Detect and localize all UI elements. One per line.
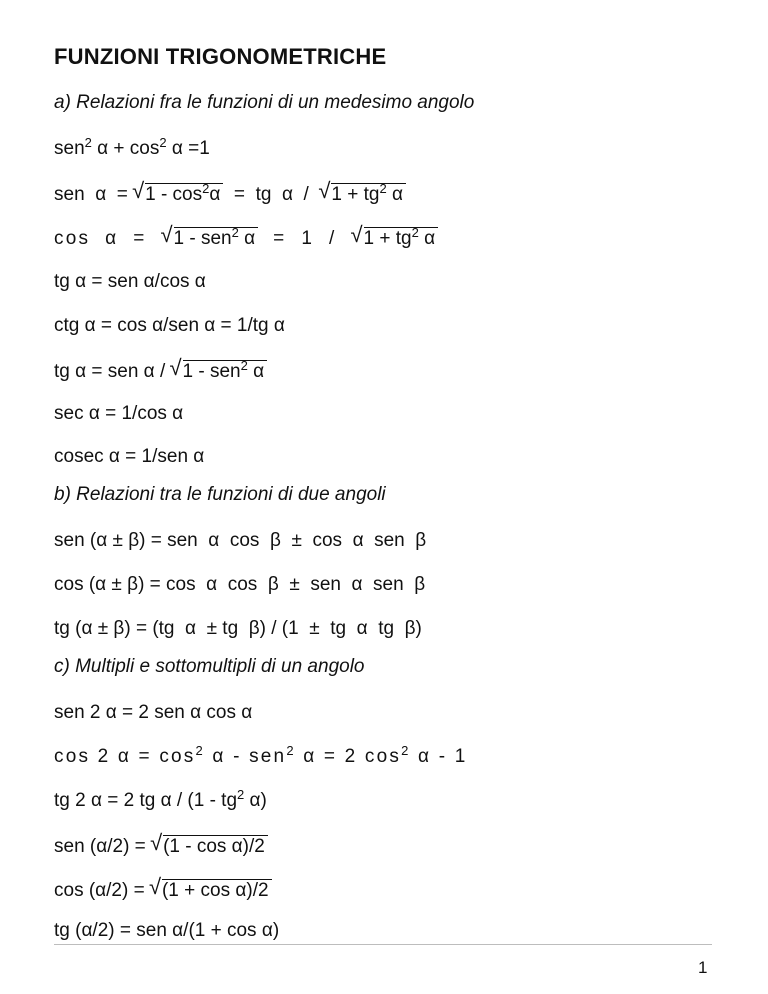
square-root: √ 1 - sen$^2$ α xyxy=(162,227,259,248)
formula-pythagorean xyxy=(54,135,210,159)
formula-text: cos (α/2) = xyxy=(54,880,150,901)
formula-tg-sum: tg (α ± β) = (tg α ± tg β) / (1 ± tg α tg β) xyxy=(54,618,422,639)
formula-text: cos α = xyxy=(54,228,162,249)
formula-sen-sum: sen (α ± β) = sen α cos β ± cos α sen β xyxy=(54,530,427,551)
formula-text: α - 1 xyxy=(410,746,468,767)
formula-text: α = 2 cos xyxy=(295,746,402,767)
formula-cos-half xyxy=(54,879,272,900)
superscript: 2 xyxy=(159,135,167,150)
section-c-heading: c) Multipli e sottomultipli di un angolo xyxy=(54,656,365,677)
page-title: FUNZIONI TRIGONOMETRICHE xyxy=(54,44,387,69)
formula-text: sen α = xyxy=(54,184,134,205)
formula-secant: sec α = 1/cos α xyxy=(54,403,184,424)
formula-tangent: tg α = sen α/cos α xyxy=(54,271,206,292)
formula-text: α) xyxy=(244,790,267,811)
formula-text: = tg α / xyxy=(223,184,320,205)
formula-sen-half xyxy=(54,835,268,856)
square-root: √ $1 - \cos^2\alpha$ xyxy=(133,183,223,204)
formula-text: α + cos xyxy=(97,138,160,159)
formula-text: sen xyxy=(54,138,85,159)
page-number: 1 xyxy=(698,958,708,977)
formula-text: sen (α/2) = xyxy=(54,836,152,857)
formula-cos-sum: cos (α ± β) = cos α cos β ± sen α sen β xyxy=(54,574,426,595)
square-root: √ (1 - cos α)/2 xyxy=(151,835,268,856)
superscript: 2 xyxy=(401,743,411,758)
formula-sen-double: sen 2 α = 2 sen α cos α xyxy=(54,702,253,723)
square-root: √ $1 + tg^2$ α xyxy=(319,183,406,204)
formula-text: cos 2 α = cos xyxy=(54,746,196,767)
formula-cos-from-sen xyxy=(54,227,438,248)
section-a-heading: a) Relazioni fra le funzioni di un medesimo angolo xyxy=(54,92,475,113)
formula-text: = 1 / xyxy=(258,228,352,249)
superscript: 2 xyxy=(195,743,205,758)
formula-text: tg α = sen α / xyxy=(54,361,171,382)
footer-divider xyxy=(54,944,712,945)
formula-cos-double xyxy=(54,743,468,767)
square-root: √ (1 + cos α)/2 xyxy=(150,879,272,900)
superscript: 2 xyxy=(237,787,245,802)
formula-tg-double xyxy=(54,787,267,811)
formula-text: α =1 xyxy=(171,138,210,159)
formula-cosecant: cosec α = 1/sen α xyxy=(54,446,205,467)
formula-text: tg 2 α = 2 tg α / (1 - tg xyxy=(54,790,238,811)
square-root: √ 1 - sen$^2$ α xyxy=(171,360,268,381)
superscript: 2 xyxy=(286,743,296,758)
formula-text: α - sen xyxy=(204,746,287,767)
formula-tangent-from-sen xyxy=(54,360,267,381)
formula-sen-from-cos xyxy=(54,183,406,204)
square-root: √ $1 + tg^2$ α xyxy=(352,227,439,248)
superscript: 2 xyxy=(84,135,92,150)
formula-cotangent: ctg α = cos α/sen α = 1/tg α xyxy=(54,315,285,336)
formula-tg-half: tg (α/2) = sen α/(1 + cos α) xyxy=(54,920,280,941)
section-b-heading: b) Relazioni tra le funzioni di due angoli xyxy=(54,484,386,505)
